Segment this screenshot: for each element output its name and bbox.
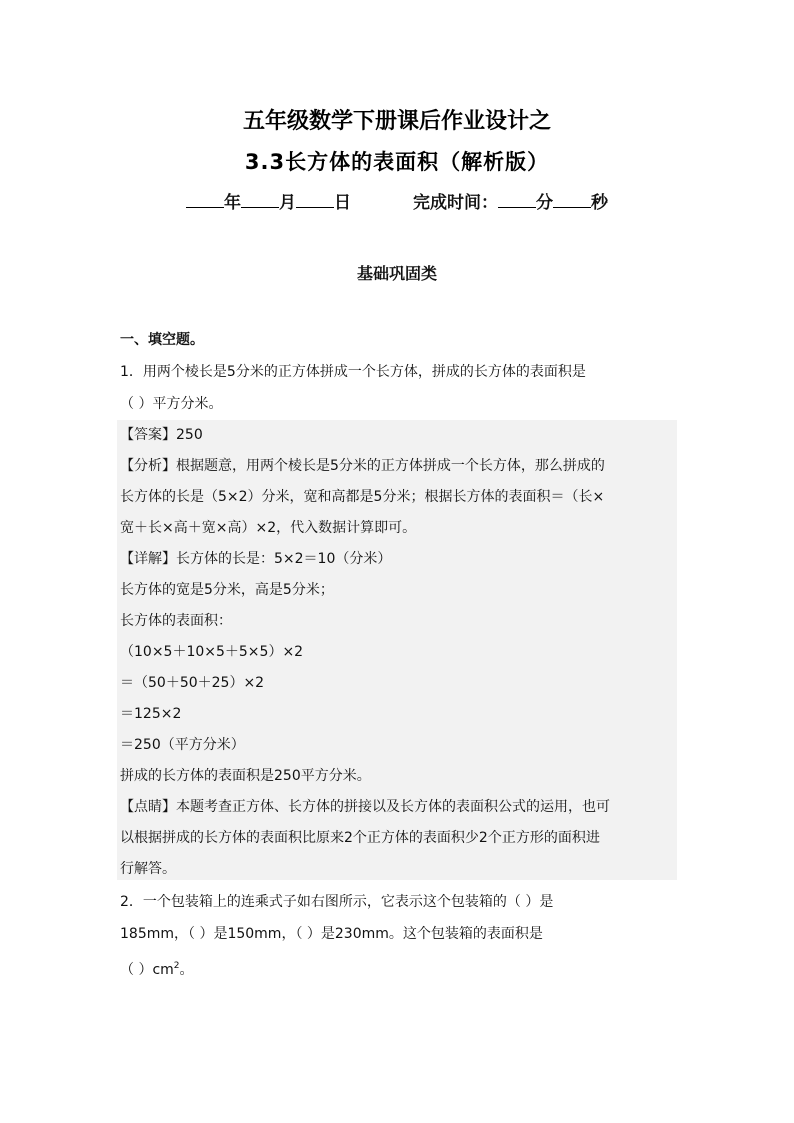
q1-detail-8: 拼成的长方体的表面积是250平方分米。 bbox=[120, 768, 371, 784]
q2-unit-superscript: 2 bbox=[173, 961, 180, 971]
q1-detail-2: 长方体的宽是5分米，高是5分米； bbox=[120, 582, 334, 598]
q2-line-3-end: 。 bbox=[179, 962, 194, 978]
month-label: 月 bbox=[279, 193, 296, 213]
q1-analysis-1: 【分析】根据题意，用两个棱长是5分米的正方体拼成一个长方体，那么拼成的 bbox=[120, 458, 605, 474]
q2-line-3 bbox=[120, 956, 194, 980]
q1-comment-3: 行解答。 bbox=[120, 861, 176, 877]
time-label: 完成时间： bbox=[413, 193, 498, 213]
q1-detail-5: ＝（50＋50＋25）×2 bbox=[120, 675, 265, 691]
q2-line-1: 2．一个包装箱上的连乘式子如右图所示，它表示这个包装箱的（ ）是 bbox=[120, 894, 554, 910]
day-label: 日 bbox=[334, 193, 351, 213]
q1-detail-7: ＝250（平方分米） bbox=[120, 737, 245, 753]
q1-detail-4: （10×5＋10×5＋5×5）×2 bbox=[120, 644, 304, 660]
q1-comment-1: 【点睛】本题考查正方体、长方体的拼接以及长方体的表面积公式的运用，也可 bbox=[120, 799, 610, 815]
q2-line-2: 185mm，（ ）是150mm，（ ）是230mm。这个包装箱的表面积是 bbox=[120, 926, 543, 942]
q1-line-2: （ ）平方分米。 bbox=[120, 396, 223, 412]
q1-detail-6: ＝125×2 bbox=[120, 706, 182, 722]
year-blank bbox=[186, 193, 224, 208]
month-blank bbox=[241, 193, 279, 208]
q1-comment-2: 以根据拼成的长方体的表面积比原来2个正方体的表面积少2个正方形的面积进 bbox=[120, 830, 600, 846]
minute-blank bbox=[498, 193, 536, 208]
q2-line-3-text: （ ）cm bbox=[120, 962, 174, 978]
second-label: 秒 bbox=[591, 193, 608, 213]
minute-label: 分 bbox=[536, 193, 553, 213]
q1-answer: 【答案】250 bbox=[120, 427, 203, 443]
q1-analysis-2: 长方体的长是（5×2）分米，宽和高都是5分米；根据长方体的表面积＝（长× bbox=[120, 489, 605, 505]
day-blank bbox=[296, 193, 334, 208]
part-heading: 一、填空题。 bbox=[120, 332, 204, 348]
q1-analysis-3: 宽＋长×高＋宽×高）×2，代入数据计算即可。 bbox=[120, 520, 417, 536]
year-label: 年 bbox=[224, 193, 241, 213]
section-title: 基础巩固类 bbox=[356, 264, 437, 283]
q1-line-1: 1．用两个棱长是5分米的正方体拼成一个长方体，拼成的长方体的表面积是 bbox=[120, 364, 586, 380]
date-time-line bbox=[0, 188, 794, 213]
document-title: 五年级数学下册课后作业设计之 bbox=[242, 109, 551, 134]
document-subtitle: 3.3长方体的表面积（解析版） bbox=[244, 150, 550, 174]
second-blank bbox=[553, 193, 591, 208]
q1-detail-3: 长方体的表面积： bbox=[120, 613, 232, 629]
q1-detail-1: 【详解】长方体的长是：5×2＝10（分米） bbox=[120, 551, 392, 567]
